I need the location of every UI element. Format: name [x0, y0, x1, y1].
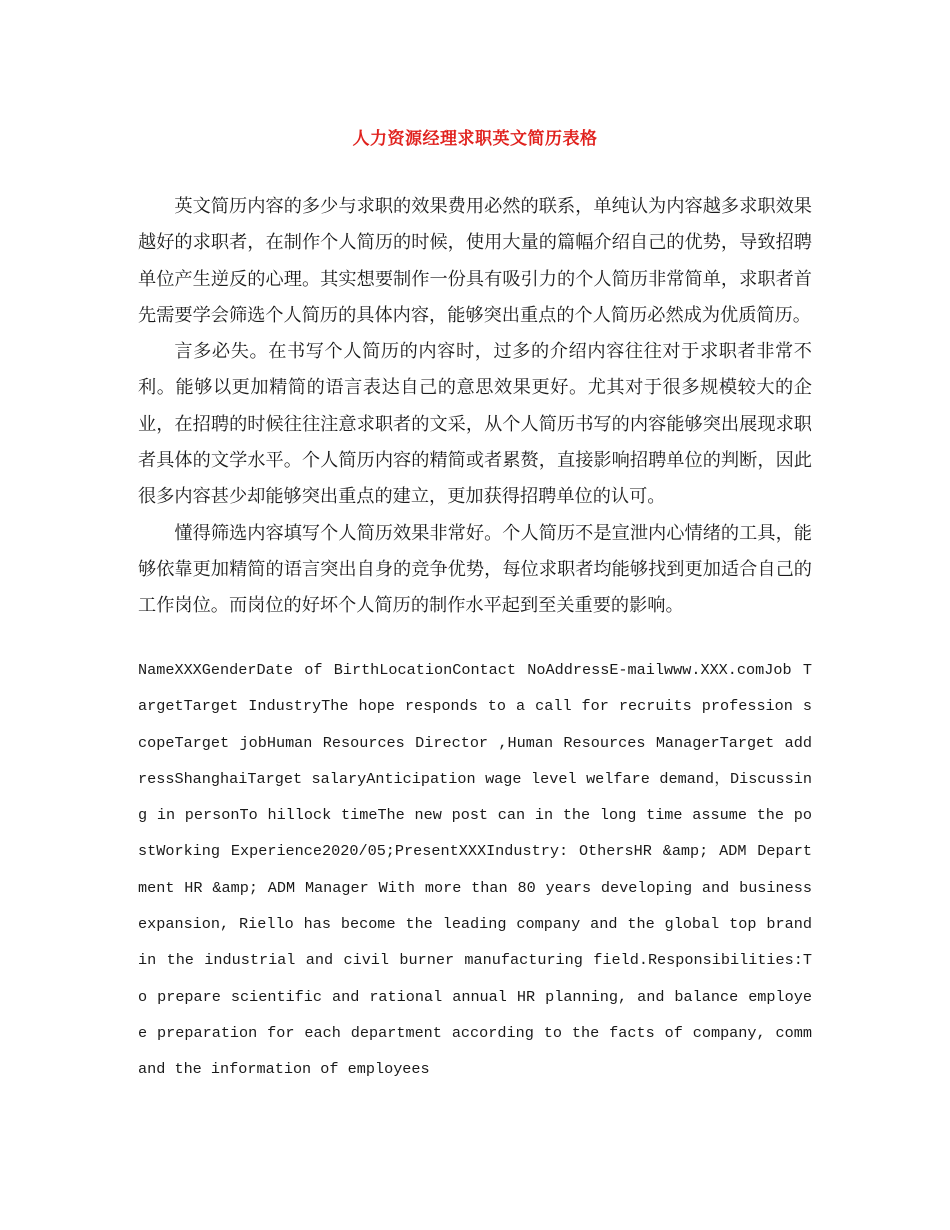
- chinese-body: [138, 189, 812, 625]
- paragraph-3: 懂得筛选内容填写个人简历效果非常好。个人简历不是宣泄内心情绪的工具，能够依靠更加精简的语言突出自身的竞争优势，每位求职者均能够找到更加适合自己的工作岗位。而岗位的好坏个人简历的制作水平起到至关重要的影响。: [138, 522, 812, 617]
- paragraph-2: 言多必失。在书写个人简历的内容时，过多的介绍内容往往对于求职者非常不利。能够以更加精简的语言表达自己的意思效果更好。尤其对于很多规模较大的企业，在招聘的时候往往注意求职者的文采，从个人简历书写的内容能够突出展现求职者具体的文学水平。个人简历内容的精简或者累赘，直接影响招聘单位的判断，因此很多内容甚少却能够突出重点的建立，更加获得招聘单位的认可。: [138, 341, 812, 508]
- document-title: 人力资源经理求职英文简历表格: [352, 129, 598, 149]
- paragraph-1: 英文简历内容的多少与求职的效果费用必然的联系，单纯认为内容越多求职效果越好的求职者，在制作个人简历的时候，使用大量的篇幅介绍自己的优势，导致招聘单位产生逆反的心理。其实想要制作一份具有吸引力的个人简历非常简单，求职者首先需要学会筛选个人简历的具体内容，能够突出重点的个人简历必然成为优质简历。: [138, 196, 812, 326]
- english-resume-text: NameXXXGenderDate of BirthLocationContact NoAddressE-mailwww.XXX.comJob TargetTarget IndustryThe hope responds to a call for recruits profession scopeTarget jobHuman Resources Director ,Human Resources ManagerTarget addressShanghaiTarget salaryAnticipation wage level welfare demand，Discussing in personTo hillock timeThe new post can in the long time assume the postWorking Experience2020/05;PresentXXXIndustry: OthersHR &amp; ADM Department HR &amp; ADM Manager With more than 80 years developing and business expansion, Riello has become the leading company and the global top brand in the industrial and civil burner manufacturing field.Responsibilities:To prepare scientific and rational annual HR planning, and balance employee preparation for each department according to the facts of company, command the information of employees: [138, 661, 812, 1079]
